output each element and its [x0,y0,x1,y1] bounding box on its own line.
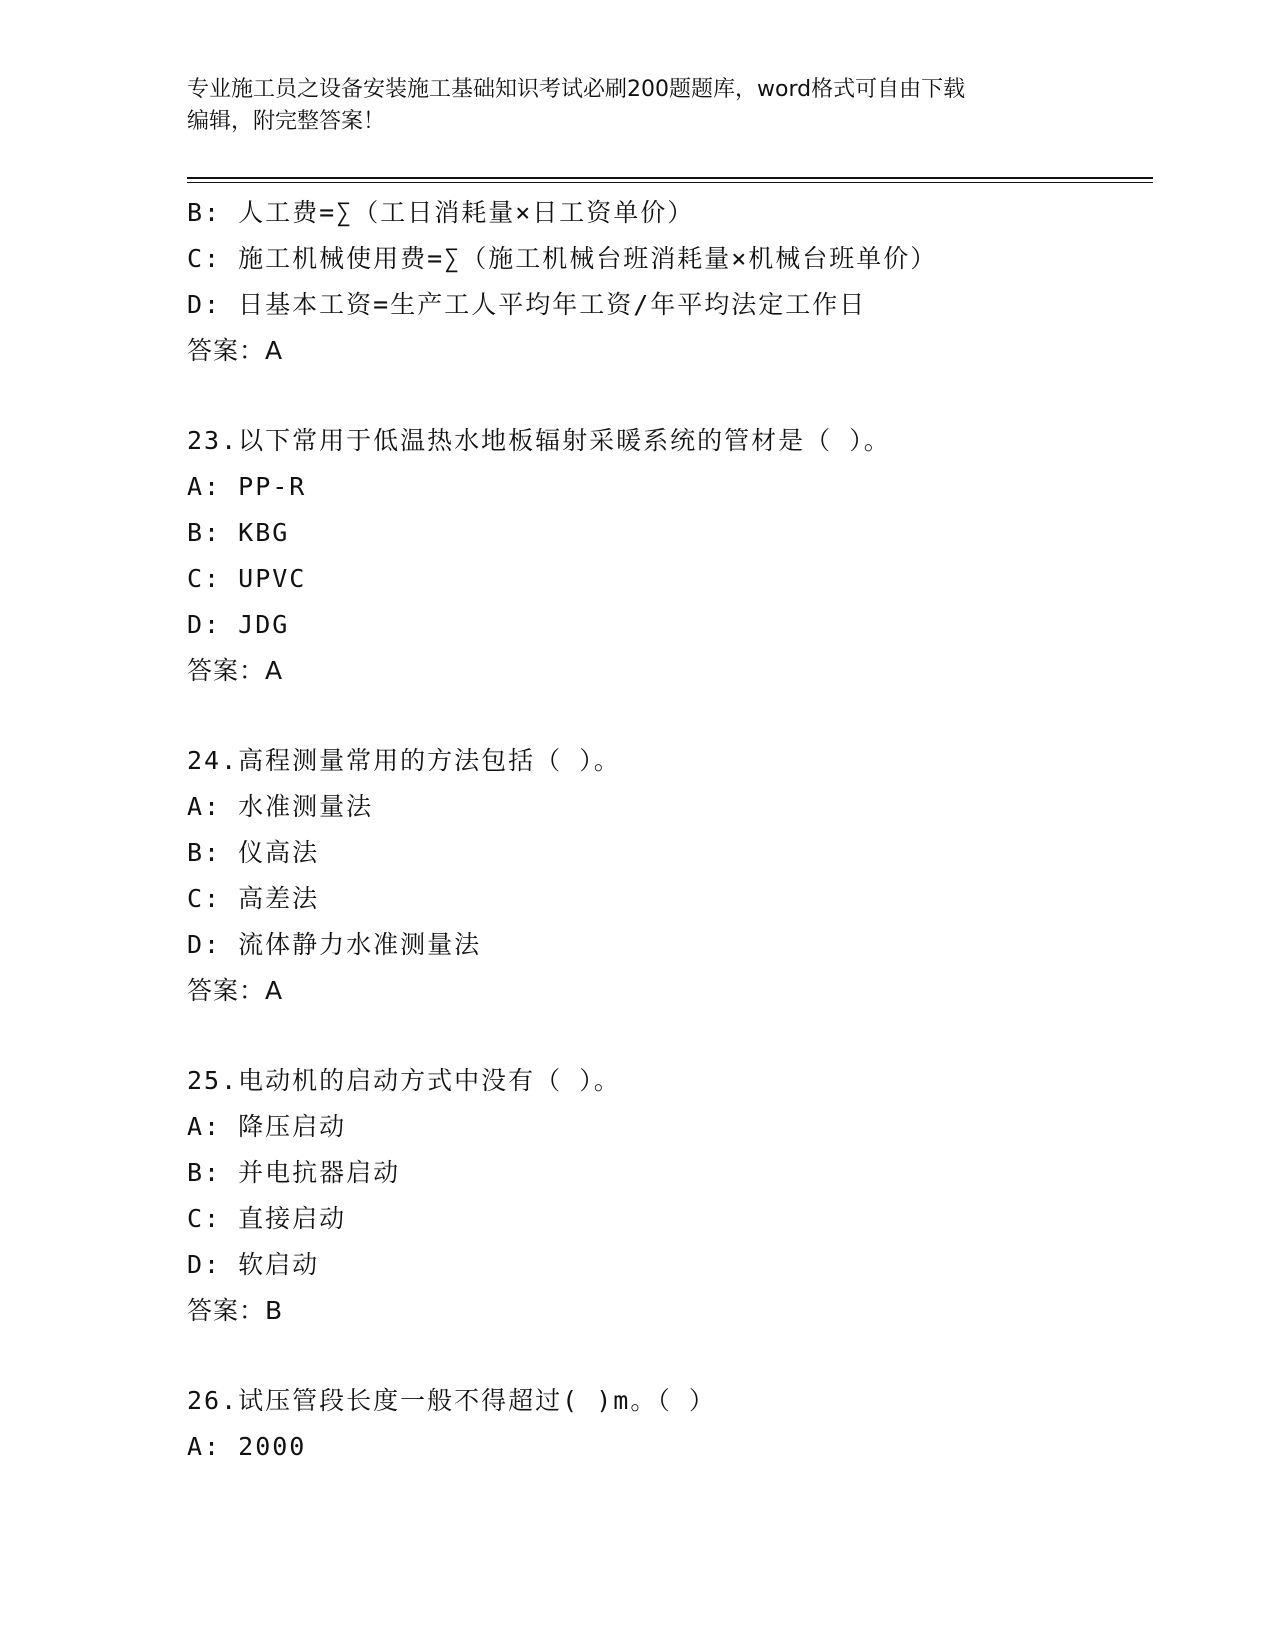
option-a: A: 2000 [187,1432,307,1461]
option-b: B: KBG [187,518,290,547]
question-block-continued [187,190,1147,374]
option-d: D: 流体静力水准测量法 [187,930,482,959]
header-divider-thin [187,182,1153,183]
option-b: B: 并电抗器启动 [187,1158,401,1187]
spacer [187,694,1147,738]
option-c: C: 施工机械使用费=∑（施工机械台班消耗量×机械台班单价） [187,244,938,273]
option-c: C: 高差法 [187,884,320,913]
question-block-25 [187,1058,1147,1334]
spacer [187,374,1147,418]
option-d: D: 日基本工资=生产工人平均年工资/年平均法定工作日 [187,290,867,319]
option-d: D: JDG [187,610,290,639]
question-text: 25.电动机的启动方式中没有（ ）。 [187,1066,621,1095]
option-c: C: 直接启动 [187,1204,347,1233]
document-header [187,74,1067,138]
answer-line: 答案：A [187,976,284,1005]
option-b: B: 仪高法 [187,838,320,867]
answer-line: 答案：A [187,656,284,685]
spacer [187,1334,1147,1378]
answer-line: 答案：B [187,1296,284,1325]
spacer [187,1014,1147,1058]
option-a: A: 水准测量法 [187,792,374,821]
header-title-line-1: 专业施工员之设备安装施工基础知识考试必刷200题题库，word格式可自由下载 [187,77,966,102]
option-b: B: 人工费=∑（工日消耗量×日工资单价） [187,198,695,227]
question-text: 23.以下常用于低温热水地板辐射采暖系统的管材是（ ）。 [187,426,891,455]
question-text: 26.试压管段长度一般不得超过( )m。（ ） [187,1386,716,1415]
question-block-24 [187,738,1147,1014]
option-c: C: UPVC [187,564,307,593]
answer-line: 答案：A [187,336,284,365]
header-divider-thick [187,177,1153,179]
option-a: A: PP-R [187,472,307,501]
question-block-23 [187,418,1147,694]
option-a: A: 降压启动 [187,1112,347,1141]
question-list [187,190,1147,1470]
option-d: D: 软启动 [187,1250,320,1279]
header-title-line-2: 编辑，附完整答案！ [187,109,386,134]
question-block-26 [187,1378,1147,1470]
question-text: 24.高程测量常用的方法包括（ ）。 [187,746,621,775]
